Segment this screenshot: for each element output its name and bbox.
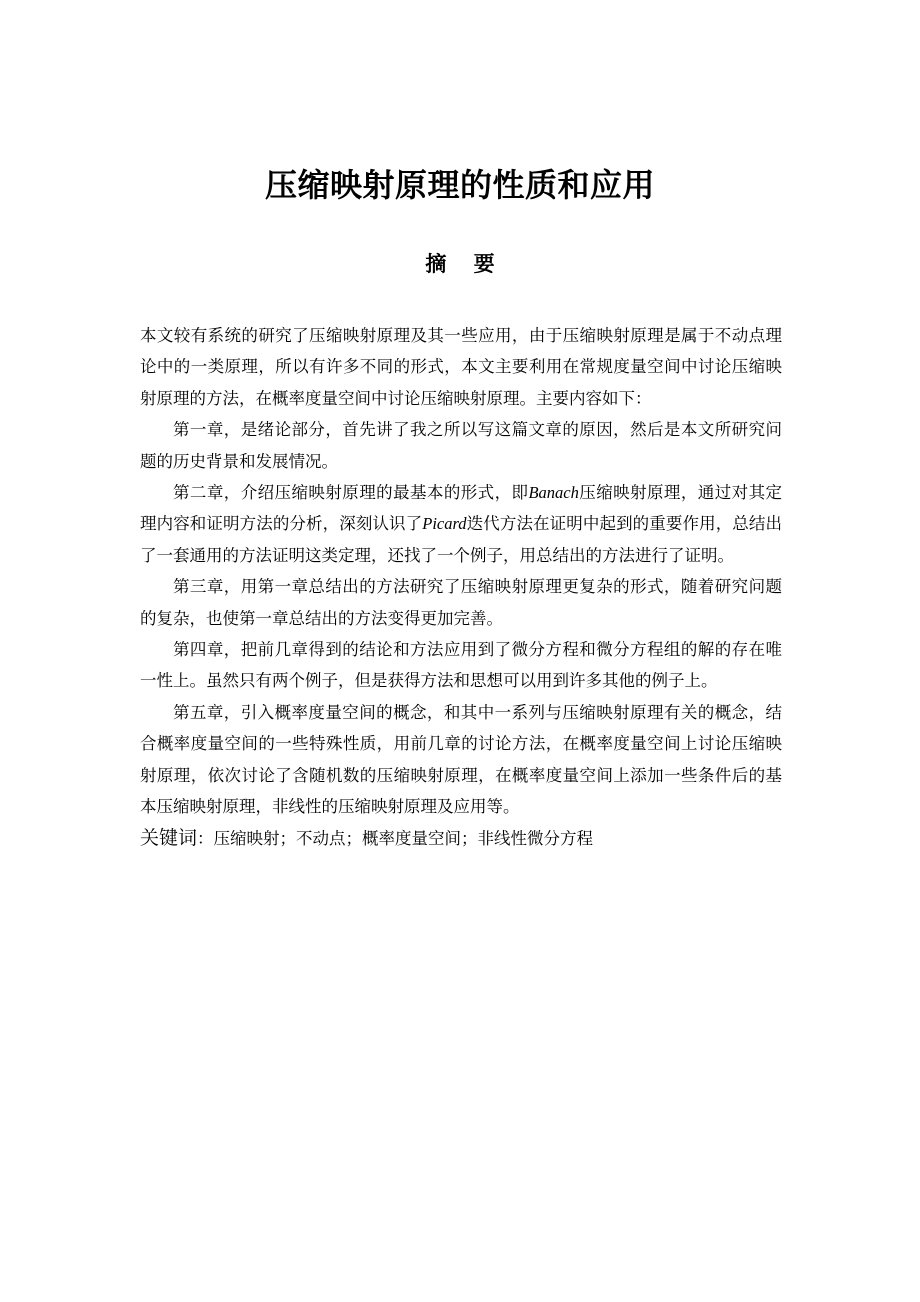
chapter-2-text-part-2: 压缩映射原理，通过对其定理内容和证明方法的分析，深刻认识了 [140,483,783,534]
keywords-label: 关键词 [140,826,198,849]
chapter-3-paragraph: 第三章，用第一章总结出的方法研究了压缩映射原理更复杂的形式，随着研究问题的复杂，也使第一章总结出的方法变得更加完善。 [140,577,782,628]
chapter-2-text-part-3: 迭代方法在证明中起到的重要作用，总结出了一套通用的方法证明这类定理，还找了一个例子，用总结出的方法进行了证明。 [140,514,783,565]
keywords-separator: ： [197,828,214,848]
chapter-2-text-part-1: 第二章，介绍压缩映射原理的最基本的形式，即 [173,483,529,503]
banach-term: Banach [528,483,579,503]
picard-term: Picard [422,514,467,534]
abstract-body [140,320,782,854]
abstract-heading: 摘 要 [425,252,495,276]
chapter-4-paragraph: 第四章，把前几章得到的结论和方法应用到了微分方程和微分方程组的解的存在唯一性上。虽然只有两个例子，但是获得方法和思想可以用到许多其他的例子上。 [140,640,782,691]
chapter-5-paragraph: 第五章，引入概率度量空间的概念，和其中一系列与压缩映射原理有关的概念，结合概率度量空间的一些特殊性质，用前几章的讨论方法，在概率度量空间上讨论压缩映射原理，依次讨论了含随机数的压缩映射原理，在概率度量空间上添加一些条件后的基本压缩映射原理，非线性的压缩映射原理及应用等。 [140,702,782,817]
chapter-2-paragraph [140,477,782,571]
keywords-line [140,823,782,854]
document-title: 压缩映射原理的性质和应用 [264,166,655,204]
keywords-text: 压缩映射；不动点；概率度量空间；非线性微分方程 [213,828,594,848]
abstract-intro-paragraph: 本文较有系统的研究了压缩映射原理及其一些应用，由于压缩映射原理是属于不动点理论中的一类原理，所以有许多不同的形式，本文主要利用在常规度量空间中讨论压缩映射原理的方法，在概率度量空间中讨论压缩映射原理。主要内容如下： [140,326,782,408]
chapter-1-paragraph: 第一章，是绪论部分，首先讲了我之所以写这篇文章的原因，然后是本文所研究问题的历史背景和发展情况。 [140,420,782,471]
